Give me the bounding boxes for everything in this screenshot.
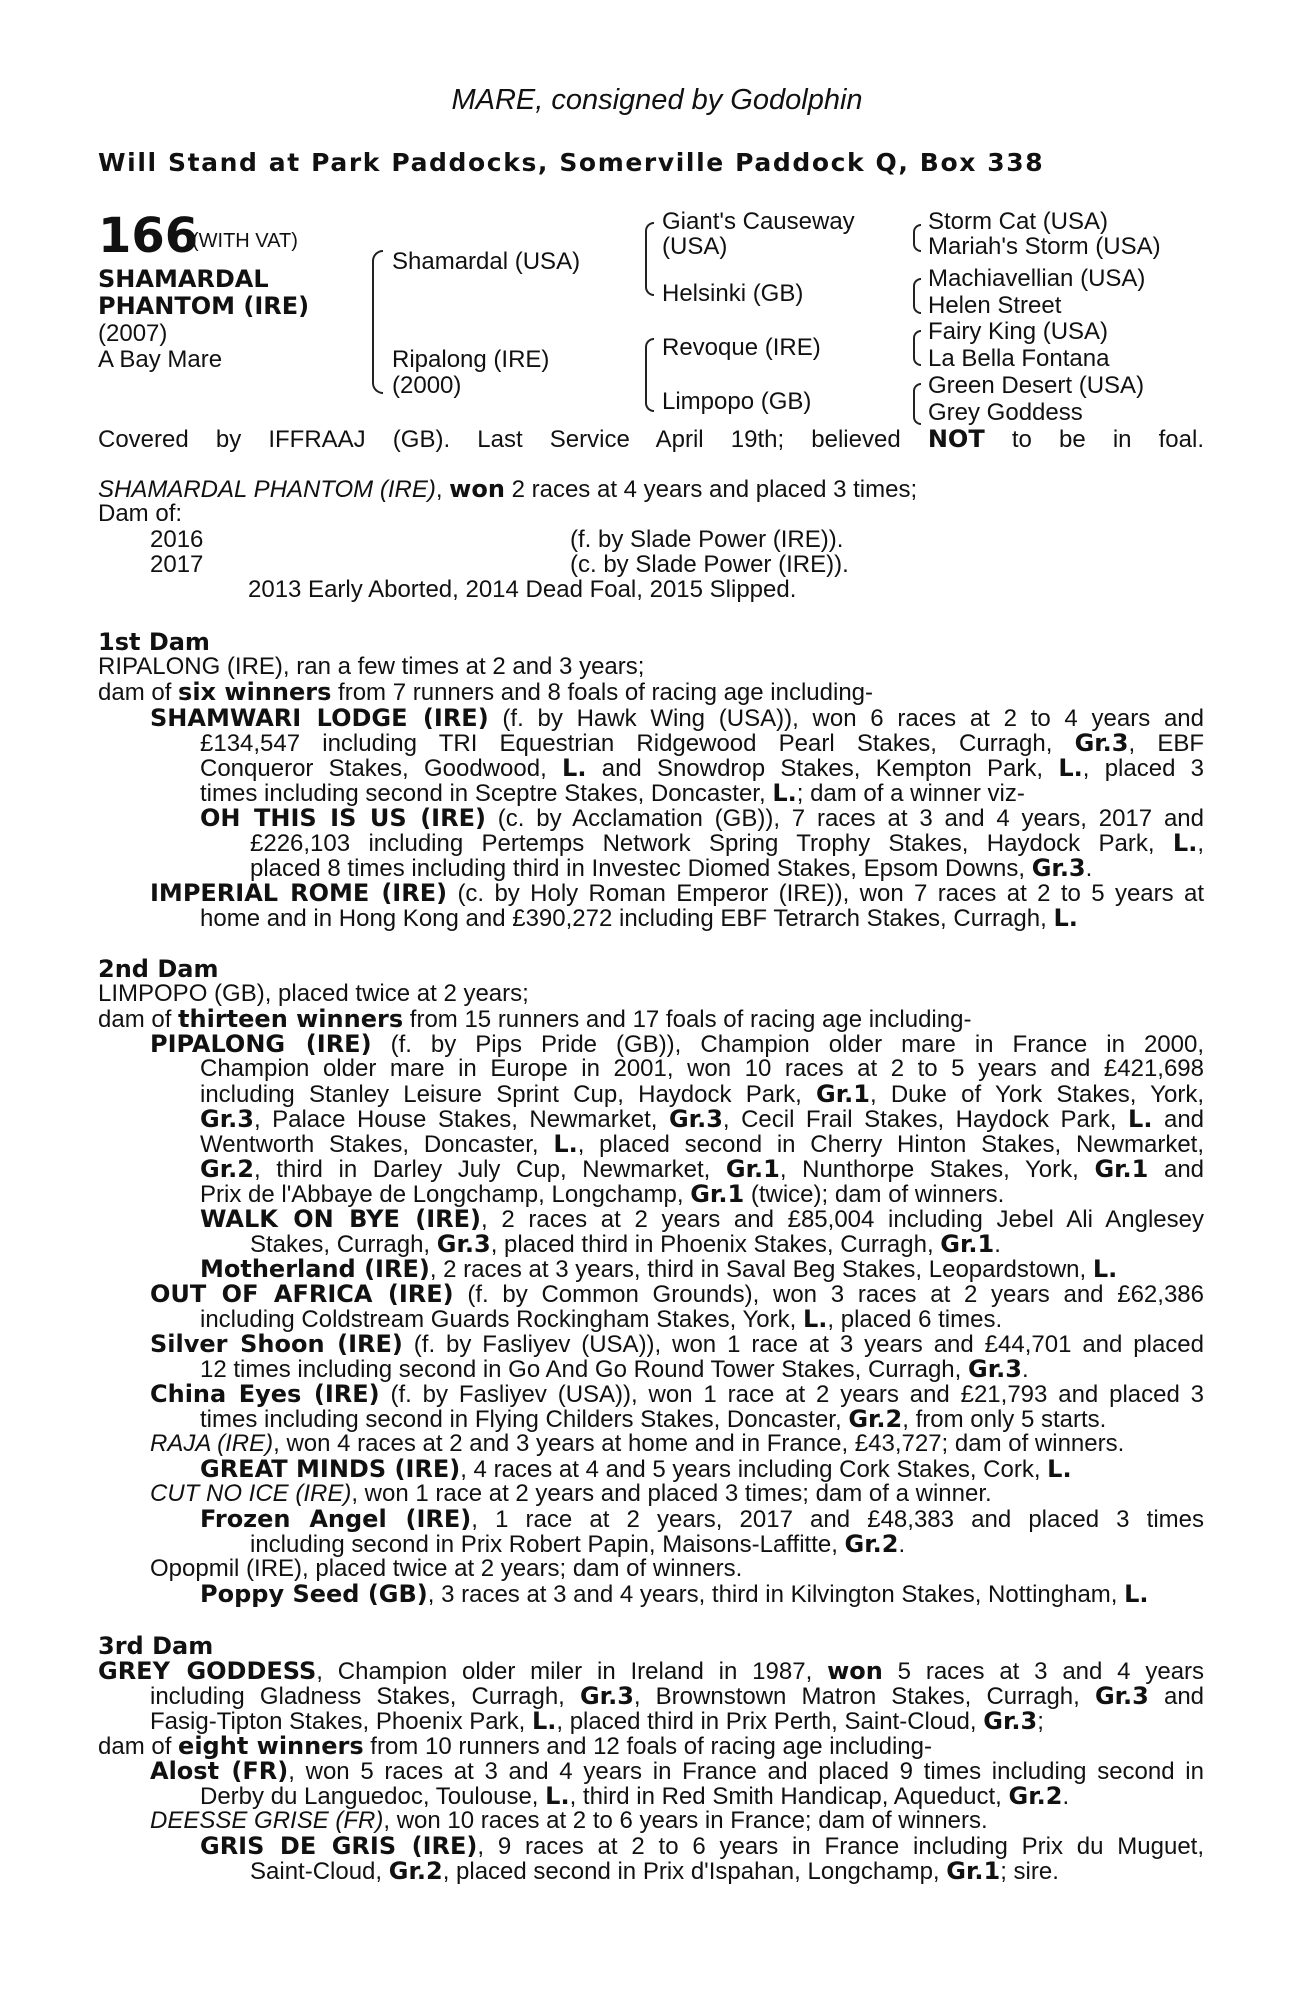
produce-other: 2013 Early Aborted, 2014 Dead Foal, 2015 Slipped.	[248, 576, 797, 603]
pedigree-dam: Ripalong (IRE)	[392, 346, 550, 373]
raja-entry: RAJA (IRE), won 4 races at 2 and 3 years at home and in France, £43,727; dam of winners.	[150, 1430, 1125, 1457]
horse-description: A Bay Mare	[98, 346, 223, 373]
pedigree-dam-dam: Limpopo (GB)	[662, 388, 812, 415]
poppy-seed-entry: Poppy Seed (GB), 3 races at 3 and 4 years, third in Kilvington Stakes, Nottingham, L.	[200, 1580, 1149, 1608]
china-eyes-line2: times including second in Flying Childers Stakes, Doncaster, Gr.2, from only 5 starts.	[200, 1405, 1107, 1433]
pedigree-g1: Storm Cat (USA)	[928, 208, 1109, 235]
oh-this-is-us-line3: placed 8 times including third in Investec Diomed Stakes, Epsom Downs, Gr.3.	[250, 854, 1093, 882]
silver-shoon-entry: Silver Shoon (IRE) (f. by Fasliyev (USA)), won 1 race at 3 years and £44,701 and placed	[150, 1330, 1205, 1358]
pedigree-g6: La Bella Fontana	[928, 345, 1110, 372]
vat-note: (WITH VAT)	[192, 230, 298, 252]
pedigree-sire-sire: Giant's Causeway	[662, 208, 855, 235]
pipalong-line2: Champion older mare in Europe in 2001, won 10 races at 2 to 5 years and £421,698	[200, 1055, 1204, 1082]
second-dam-heading: 2nd Dam	[98, 955, 219, 983]
pedigree-g3: Machiavellian (USA)	[928, 265, 1146, 292]
cut-no-ice-entry: CUT NO ICE (IRE), won 1 race at 2 years and placed 3 times; dam of a winner.	[150, 1480, 992, 1507]
produce-2016-year: 2016	[150, 526, 204, 553]
pipalong-line3: including Stanley Leisure Sprint Cup, Haydock Park, Gr.1, Duke of York Stakes, York,	[200, 1080, 1204, 1108]
grey-goddess-line3: Fasig-Tipton Stakes, Phoenix Park, L., placed third in Prix Perth, Saint-Cloud, Gr.3;	[150, 1707, 1044, 1735]
china-eyes-entry: China Eyes (IRE) (f. by Fasliyev (USA)), won 1 race at 2 years and £21,793 and placed 3	[150, 1380, 1205, 1408]
horse-name-line1: SHAMARDAL	[98, 265, 269, 293]
stand-location: Will Stand at Park Paddocks, Somerville Paddock Q, Box 338	[98, 148, 1045, 177]
great-minds-entry: GREAT MINDS (IRE), 4 races at 4 and 5 years including Cork Stakes, Cork, L.	[200, 1455, 1072, 1483]
imperial-rome-line2: home and in Hong Kong and £390,272 including EBF Tetrarch Stakes, Curragh, L.	[200, 904, 1078, 932]
first-dam-summary: dam of six winners from 7 runners and 8 foals of racing age including-	[98, 678, 874, 706]
walk-on-bye-line2: Stakes, Curragh, Gr.3, placed third in Phoenix Stakes, Curragh, Gr.1.	[250, 1230, 1001, 1258]
pedigree-dam-year: (2000)	[392, 372, 462, 399]
dam-of-label: Dam of:	[98, 500, 183, 527]
lot-number: 166	[98, 208, 199, 264]
pedigree-brace-dam	[645, 338, 654, 412]
pipalong-line6: Gr.2, third in Darley July Cup, Newmarket, Gr.1, Nunthorpe Stakes, York, Gr.1 and	[200, 1155, 1205, 1183]
covered-line: Covered by IFFRAAJ (GB). Last Service April 19th; believed NOT to be in foal.	[98, 425, 1204, 453]
produce-2017-year: 2017	[150, 551, 204, 578]
pedigree-sire-sire-country: (USA)	[662, 233, 728, 260]
frozen-angel-line2: including second in Prix Robert Papin, Maisons-Laffitte, Gr.2.	[250, 1530, 906, 1558]
pedigree-g2: Mariah's Storm (USA)	[928, 233, 1161, 260]
page-title: MARE, consigned by Godolphin	[451, 84, 863, 116]
motherland-entry: Motherland (IRE), 2 races at 3 years, third in Saval Beg Stakes, Leopardstown, L.	[200, 1255, 1118, 1283]
shamwari-line4: times including second in Sceptre Stakes, Doncaster, L.; dam of a winner viz-	[200, 779, 1025, 807]
out-of-africa-entry: OUT OF AFRICA (IRE) (f. by Common Grounds), won 3 races at 2 years and £62,386	[150, 1280, 1204, 1308]
frozen-angel-entry: Frozen Angel (IRE), 1 race at 2 years, 2017 and £48,383 and placed 3 times	[200, 1505, 1205, 1533]
oh-this-is-us-line2: £226,103 including Pertemps Network Spring Trophy Stakes, Haydock Park, L.,	[250, 829, 1205, 857]
pedigree-brace-main	[372, 250, 383, 394]
gris-de-gris-line2: Saint-Cloud, Gr.2, placed second in Prix d'Ispahan, Longchamp, Gr.1; sire.	[250, 1857, 1059, 1885]
first-dam-heading: 1st Dam	[98, 628, 210, 656]
pipalong-line5: Wentworth Stakes, Doncaster, L., placed second in Cherry Hinton Stakes, Newmarket,	[200, 1130, 1204, 1158]
summary-line: SHAMARDAL PHANTOM (IRE), won 2 races at 4 years and placed 3 times;	[98, 475, 918, 503]
pedigree-brace-g3	[913, 330, 921, 366]
imperial-rome-entry: IMPERIAL ROME (IRE) (c. by Holy Roman Emperor (IRE)), won 7 races at 2 to 5 years at	[150, 879, 1204, 907]
silver-shoon-line2: 12 times including second in Go And Go Round Tower Stakes, Curragh, Gr.3.	[200, 1355, 1029, 1383]
shamwari-entry: SHAMWARI LODGE (IRE) (f. by Hawk Wing (USA)), won 6 races at 2 to 4 years and	[150, 704, 1204, 732]
first-dam-line: RIPALONG (IRE), ran a few times at 2 and 3 years;	[98, 653, 645, 680]
pedigree-brace-sire	[645, 222, 654, 296]
oh-this-is-us-entry: OH THIS IS US (IRE) (c. by Acclamation (GB)), 7 races at 3 and 4 years, 2017 and	[200, 804, 1204, 832]
deesse-grise-entry: DEESSE GRISE (FR), won 10 races at 2 to 6 years in France; dam of winners.	[150, 1807, 988, 1834]
pedigree-dam-sire: Revoque (IRE)	[662, 334, 821, 361]
opopmil-entry: Opopmil (IRE), placed twice at 2 years; dam of winners.	[150, 1555, 743, 1582]
third-dam-summary: dam of eight winners from 10 runners and 12 foals of racing age including-	[98, 1732, 932, 1760]
alost-line2: Derby du Languedoc, Toulouse, L., third in Red Smith Handicap, Aqueduct, Gr.2.	[200, 1782, 1070, 1810]
pedigree-g5: Fairy King (USA)	[928, 318, 1109, 345]
produce-2016-detail: (f. by Slade Power (IRE)).	[570, 526, 844, 553]
second-dam-summary: dam of thirteen winners from 15 runners and 17 foals of racing age including-	[98, 1005, 972, 1033]
second-dam-line: LIMPOPO (GB), placed twice at 2 years;	[98, 980, 529, 1007]
pedigree-brace-g2	[913, 278, 921, 314]
shamwari-line2: £134,547 including TRI Equestrian Ridgewood Pearl Stakes, Curragh, Gr.3, EBF	[200, 729, 1204, 757]
walk-on-bye-entry: WALK ON BYE (IRE), 2 races at 2 years and £85,004 including Jebel Ali Anglesey	[200, 1205, 1204, 1233]
third-dam-heading: 3rd Dam	[98, 1632, 214, 1660]
horse-year: (2007)	[98, 320, 168, 347]
alost-entry: Alost (FR), won 5 races at 3 and 4 years in France and placed 9 times including second in	[150, 1757, 1204, 1785]
pedigree-sire: Shamardal (USA)	[392, 248, 581, 275]
pipalong-line7: Prix de l'Abbaye de Longchamp, Longchamp, Gr.1 (twice); dam of winners.	[200, 1180, 1005, 1208]
pedigree-g7: Green Desert (USA)	[928, 372, 1145, 399]
horse-name-line2: PHANTOM (IRE)	[98, 292, 310, 320]
pipalong-line4: Gr.3, Palace House Stakes, Newmarket, Gr.3, Cecil Frail Stakes, Haydock Park, L. and	[200, 1105, 1205, 1133]
grey-goddess-line2: including Gladness Stakes, Curragh, Gr.3, Brownstown Matron Stakes, Curragh, Gr.3 and	[150, 1682, 1205, 1710]
out-of-africa-line2: including Coldstream Guards Rockingham Stakes, York, L., placed 6 times.	[200, 1305, 1003, 1333]
produce-2017-detail: (c. by Slade Power (IRE)).	[570, 551, 849, 578]
pedigree-brace-g4	[913, 383, 921, 425]
pedigree-sire-dam: Helsinki (GB)	[662, 280, 804, 307]
gris-de-gris-entry: GRIS DE GRIS (IRE), 9 races at 2 to 6 years in France including Prix du Muguet,	[200, 1832, 1204, 1860]
pipalong-entry: PIPALONG (IRE) (f. by Pips Pride (GB)), Champion older mare in France in 2000,	[150, 1030, 1204, 1058]
pedigree-g8: Grey Goddess	[928, 399, 1083, 426]
grey-goddess-entry: GREY GODDESS, Champion older miler in Ireland in 1987, won 5 races at 3 and 4 years	[98, 1657, 1205, 1685]
pedigree-g4: Helen Street	[928, 292, 1062, 319]
pedigree-brace-g1	[913, 224, 921, 252]
shamwari-line3: Conqueror Stakes, Goodwood, L. and Snowdrop Stakes, Kempton Park, L., placed 3	[200, 754, 1205, 782]
